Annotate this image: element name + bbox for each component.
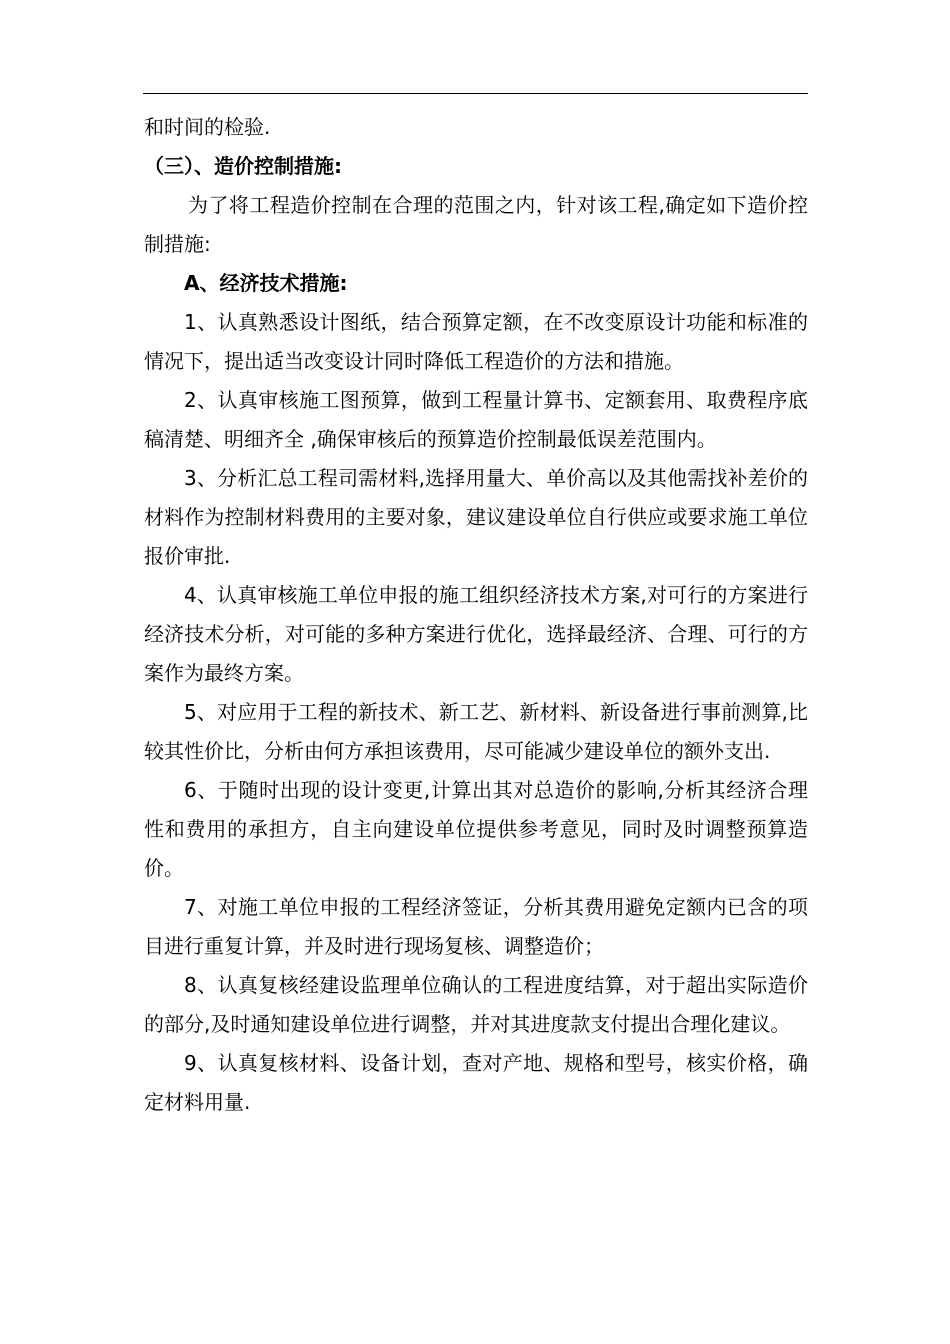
continuation-text: 和时间的检验. (144, 115, 271, 139)
intro-paragraph: 为了将工程造价控制在合理的范围之内，针对该工程,确定如下造价控制措施: (144, 193, 808, 256)
list-item: 2、认真审核施工图预算，做到工程量计算书、定额套用、取费程序底稿清楚、明细齐全 ,确保审核后的预算造价控制最低误差范围内。 (144, 388, 808, 451)
list-item: 3、分析汇总工程司需材料,选择用量大、单价高以及其他需找补差价的材料作为控制材料费用的主要对象，建议建设单位自行供应或要求施工单位报价审批. (144, 466, 808, 568)
list-item: 8、认真复核经建设监理单位确认的工程进度结算，对于超出实际造价的部分,及时通知建设单位进行调整，并对其进度款支付提出合理化建议。 (144, 973, 808, 1036)
list-item: 9、认真复核材料、设备计划，查对产地、规格和型号，核实价格，确定材料用量. (144, 1051, 808, 1114)
list-item: 5、对应用于工程的新技术、新工艺、新材料、新设备进行事前测算,比较其性价比，分析由何方承担该费用，尽可能减少建设单位的额外支出. (144, 700, 808, 763)
list-item: 1、认真熟悉设计图纸，结合预算定额，在不改变原设计功能和标准的情况下，提出适当改变设计同时降低工程造价的方法和措施。 (144, 310, 808, 373)
list-item: 4、认真审核施工单位申报的施工组织经济技术方案,对可行的方案进行经济技术分析，对可能的多种方案进行优化，选择最经济、合理、可行的方案作为最终方案。 (144, 583, 808, 685)
list-item: 6、于随时出现的设计变更,计算出其对总造价的影响,分析其经济合理性和费用的承担方，自主向建设单位提供参考意见，同时及时调整预算造价。 (144, 778, 808, 880)
list-item: 7、对施工单位申报的工程经济签证，分析其费用避免定额内已含的项目进行重复计算，并及时进行现场复核、调整造价； (144, 895, 808, 958)
document-body (144, 108, 808, 1122)
subheading: A、经济技术措施: (184, 271, 348, 295)
header-rule (143, 93, 808, 94)
section-heading: （三）、造价控制措施: (144, 154, 342, 178)
